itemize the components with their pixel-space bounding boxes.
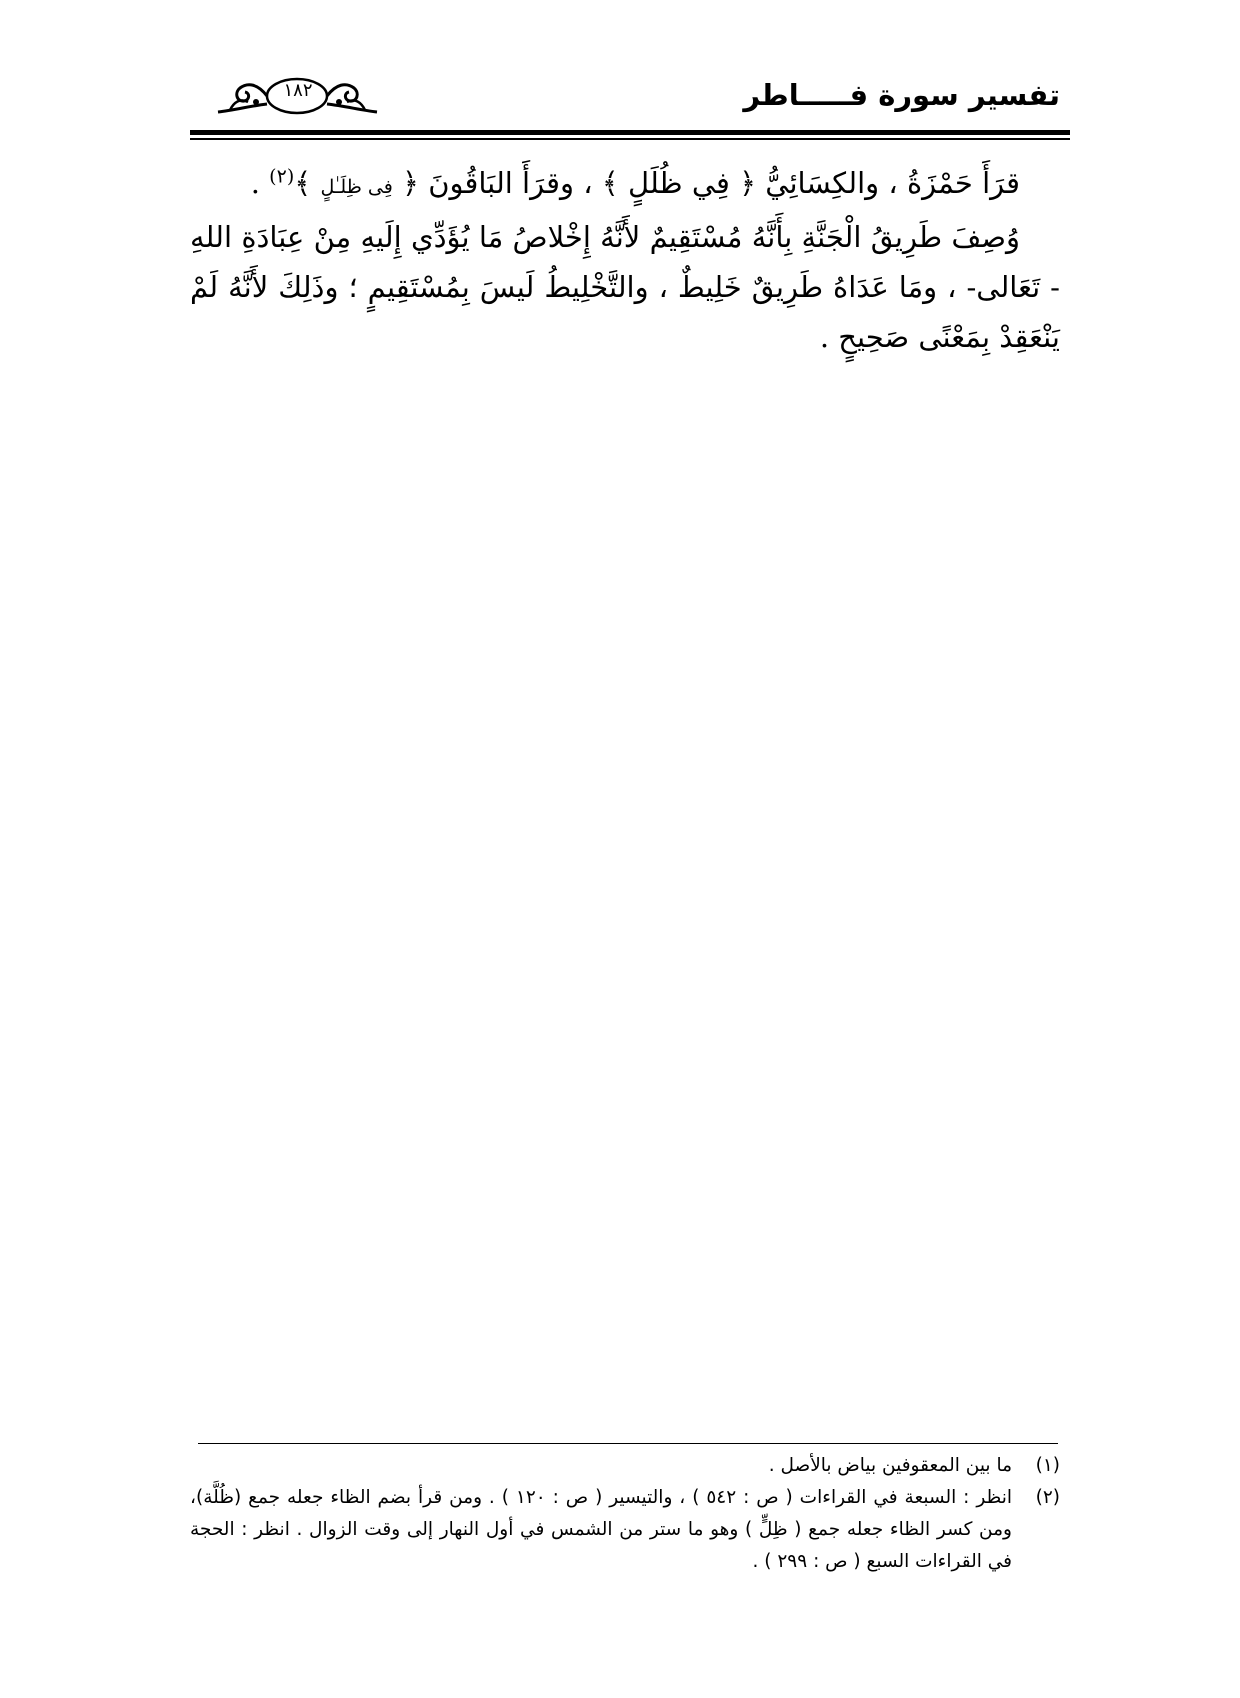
para1-end: . xyxy=(250,166,270,200)
footnote-1 xyxy=(190,1450,1060,1482)
header-rule-thick xyxy=(190,130,1070,135)
footnote-ref-2: (٢) xyxy=(269,165,295,188)
para1-text-b: ﴾ xyxy=(294,166,321,200)
para1-text-a: قرَأَ حَمْزَةُ ، والكِسَائِيُّ ﴿ فِي ظُلَلٍ ﴾ ، وقرَأَ البَاقُونَ ﴿ xyxy=(392,166,1020,200)
header-rule-thin xyxy=(190,138,1070,140)
footnote-number: (١) xyxy=(1035,1455,1060,1476)
quran-reading: فِى ظِلَـٰلٍ xyxy=(320,176,393,198)
running-header-title: تفسير سورة فـــــاطر xyxy=(743,78,1060,112)
paragraph-1 xyxy=(190,158,1060,212)
paragraph-2: وُصِفَ طَرِيقُ الْجَنَّةِ بِأَنَّهُ مُسْتَقِيمٌ لأَنَّهُ إِخْلاصُ مَا يُؤَدِّي إِلَيهِ مِنْ عِبَادَةِ اللهِ - تَعَالى- ، ومَا عَدَاهُ طَرِيقٌ خَلِيطٌ ، والتَّخْلِيطُ لَيسَ بِمُسْتَقِيمٍ ؛ وذَلِكَ لأَنَّهُ لَمْ يَنْعَقِدْ بِمَعْنًى صَحِيحٍ . xyxy=(190,220,1060,354)
footnote-number: (٢) xyxy=(1035,1487,1060,1508)
footnotes xyxy=(190,1450,1060,1578)
footnote-rule xyxy=(198,1443,1058,1444)
footnote-text: ما بين المعقوفين بياض بالأصل . xyxy=(768,1455,1012,1476)
footnote-text: انظر : السبعة في القراءات ( ص : ٥٤٢ ) ، والتيسير ( ص : ١٢٠ ) . ومن قرأ بضم الظاء جعله جمع (ظُلَّة)، ومن كسر الظاء جعله جمع ( ظِلٍّ ) وهو ما ستر من الشمس في أول النهار إلى وقت الزوال . انظر : الحجة في القراءات السبع ( ص : ٢٩٩ ) . xyxy=(190,1487,1012,1572)
footnote-2 xyxy=(190,1482,1060,1578)
page-number: ١٨٢ xyxy=(283,80,313,101)
main-text xyxy=(190,158,1060,362)
